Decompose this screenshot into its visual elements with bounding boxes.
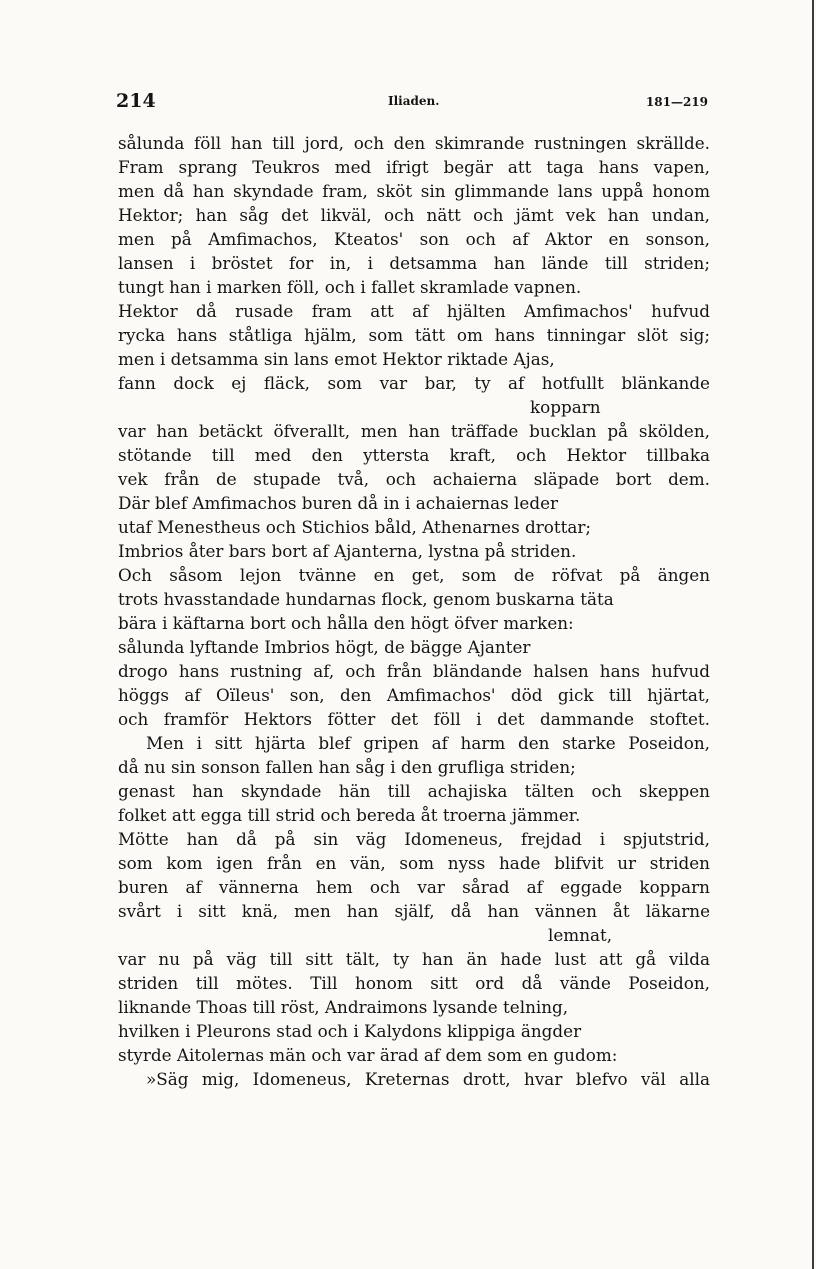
text-line: och framför Hektors fötter det föll i det dammande stoftet. — [118, 709, 710, 729]
text-line: fann dock ej fläck, som var bar, ty af hotfullt blänkande — [118, 373, 710, 393]
text-line: buren af vännerna hem och var sårad af eggade kopparn — [118, 877, 710, 897]
text-line: sålunda lyftande Imbrios högt, de bägge Ajanter — [118, 637, 531, 657]
text-line: trots hvasstandade hundarnas flock, genom buskarna täta — [118, 589, 614, 609]
text-line-indented: Men i sitt hjärta blef gripen af harm den starke Poseidon, — [146, 733, 710, 753]
text-line: var nu på väg till sitt tält, ty han än hade lust att gå vilda — [118, 949, 710, 969]
running-title: Iliaden. — [388, 94, 440, 108]
text-line: Hektor då rusade fram att af hjälten Amfimachos' hufvud — [118, 301, 710, 321]
text-line: styrde Aitolernas män och var ärad af dem som en gudom: — [118, 1045, 618, 1065]
text-line-overflow: lemnat, — [548, 925, 613, 945]
page-edge-divider — [812, 0, 814, 1269]
text-line: genast han skyndade hän till achajiska tälten och skeppen — [118, 781, 710, 801]
text-line-indented: »Säg mig, Idomeneus, Kreternas drott, hvar blefvo väl alla — [146, 1069, 710, 1089]
text-line: stötande till med den yttersta kraft, och Hektor tillbaka — [118, 445, 710, 465]
text-line-overflow: kopparn — [530, 397, 601, 417]
text-line: rycka hans ståtliga hjälm, som tätt om hans tinningar slöt sig; — [118, 325, 710, 345]
text-line: Mötte han då på sin väg Idomeneus, frejdad i spjutstrid, — [118, 829, 710, 849]
text-line: vek från de stupade två, och achaierna släpade bort dem. — [118, 469, 710, 489]
text-line: då nu sin sonson fallen han såg i den grufliga striden; — [118, 757, 576, 777]
page-number: 214 — [116, 90, 156, 112]
text-line: höggs af Oïleus' son, den Amfimachos' död gick till hjärtat, — [118, 685, 710, 705]
text-line: folket att egga till strid och bereda åt troerna jämmer. — [118, 805, 581, 825]
text-line: utaf Menestheus och Stichios båld, Athenarnes drottar; — [118, 517, 592, 537]
text-line: striden till mötes. Till honom sitt ord då vände Poseidon, — [118, 973, 710, 993]
text-line: hvilken i Pleurons stad och i Kalydons klippiga ängder — [118, 1021, 582, 1041]
text-line: Fram sprang Teukros med ifrigt begär att taga hans vapen, — [118, 157, 710, 177]
text-line: lansen i bröstet for in, i detsamma han lände till striden; — [118, 253, 710, 273]
text-line: var han betäckt öfverallt, men han träffade bucklan på skölden, — [118, 421, 710, 441]
text-line: men på Amfimachos, Kteatos' son och af Aktor en sonson, — [118, 229, 710, 249]
text-line: Hektor; han såg det likväl, och nätt och jämt vek han undan, — [118, 205, 710, 225]
page-header — [116, 90, 708, 114]
line-range: 181—219 — [645, 95, 708, 109]
text-line: Och såsom lejon tvänne en get, som de röfvat på ängen — [118, 565, 710, 585]
text-line: drogo hans rustning af, och från bländande halsen hans hufvud — [118, 661, 710, 681]
text-line: som kom igen från en vän, som nyss hade blifvit ur striden — [118, 853, 710, 873]
text-line: men i detsamma sin lans emot Hektor riktade Ajas, — [118, 349, 555, 369]
text-line: tungt han i marken föll, och i fallet skramlade vapnen. — [118, 277, 582, 297]
text-line: liknande Thoas till röst, Andraimons lysande telning, — [118, 997, 569, 1017]
text-line: svårt i sitt knä, men han själf, då han vännen åt läkarne — [118, 901, 710, 921]
text-line: sålunda föll han till jord, och den skimrande rustningen skrällde. — [118, 133, 710, 153]
text-line: men då han skyndade fram, sköt sin glimmande lans uppå honom — [118, 181, 710, 201]
text-line: Där blef Amfimachos buren då in i achaiernas leder — [118, 493, 559, 513]
text-line: bära i käftarna bort och hålla den högt öfver marken: — [118, 613, 574, 633]
text-line: Imbrios åter bars bort af Ajanterna, lystna på striden. — [118, 541, 577, 561]
